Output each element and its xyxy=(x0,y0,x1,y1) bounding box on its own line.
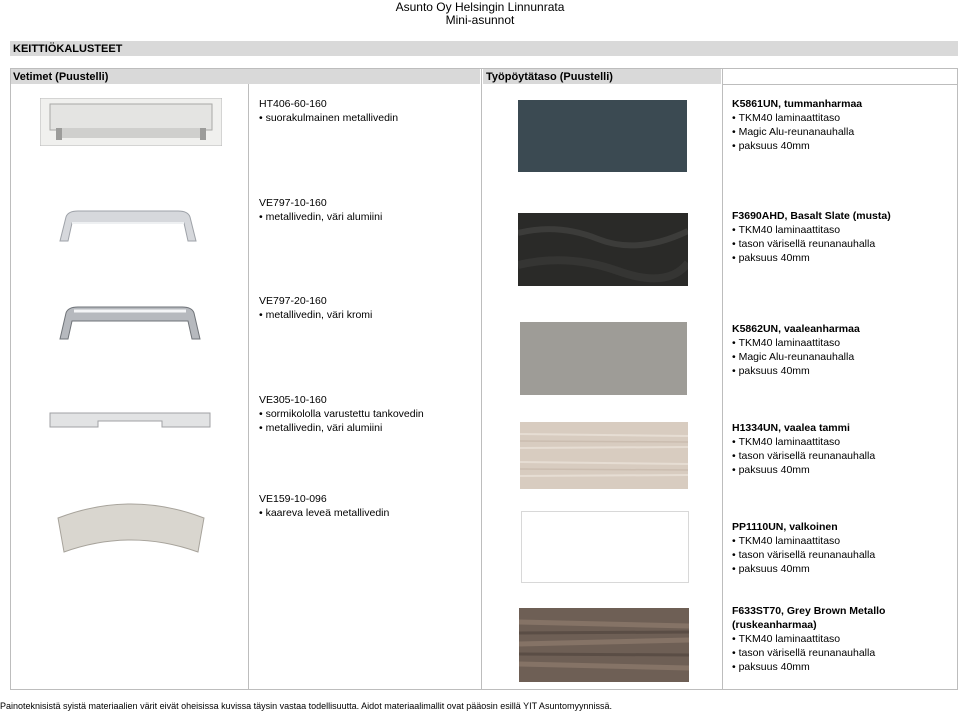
worktop-desc: • Magic Alu-reunanauhalla xyxy=(732,125,862,139)
worktop-swatch-k5861un xyxy=(518,100,687,172)
worktop-item xyxy=(732,322,860,378)
table-border-bottom xyxy=(10,689,958,690)
handle-image-ve797-20 xyxy=(38,295,222,352)
worktop-swatch-f633st70 xyxy=(519,608,689,682)
worktop-swatch-h1334un xyxy=(520,422,688,489)
worktop-desc: • tason värisellä reunanauhalla xyxy=(732,449,875,463)
worktop-desc: • TKM40 laminaattitaso xyxy=(732,632,885,646)
worktop-item xyxy=(732,604,885,674)
worktop-desc: • paksuus 40mm xyxy=(732,463,875,477)
footer-disclaimer: Painoteknisistä syistä materiaalien värit eivät oheisissa kuvissa täysin vastaa todellisuutta. Aidot materiaalimallit ovat pääosin esillä YIT Asuntomyynnissä. xyxy=(0,701,612,711)
handle-code: VE797-20-160 xyxy=(259,295,327,307)
handle-code: VE159-10-096 xyxy=(259,493,327,505)
table-divider xyxy=(481,69,482,689)
handle-image-ht406 xyxy=(40,98,222,146)
worktop-desc: • paksuus 40mm xyxy=(732,251,891,265)
table-border-right xyxy=(957,69,958,689)
table-border-left xyxy=(10,69,11,689)
column-header-handles: Vetimet (Puustelli) xyxy=(10,69,480,84)
handle-desc: • metallivedin, väri kromi xyxy=(259,308,372,322)
worktop-title-line2: (ruskeanharmaa) xyxy=(732,619,817,631)
worktop-title: F633ST70, Grey Brown Metallo xyxy=(732,605,886,617)
column-header-worktops: Työpöytätaso (Puustelli) xyxy=(483,69,721,84)
worktop-item xyxy=(732,209,891,265)
worktop-item xyxy=(732,520,875,576)
worktop-item xyxy=(732,97,862,153)
worktop-title: F3690AHD, Basalt Slate (musta) xyxy=(732,210,891,222)
worktop-desc: • paksuus 40mm xyxy=(732,660,885,674)
worktop-desc: • tason värisellä reunanauhalla xyxy=(732,646,885,660)
worktop-title: PP1110UN, valkoinen xyxy=(732,521,838,533)
worktop-desc: • paksuus 40mm xyxy=(732,364,860,378)
worktop-desc: • TKM40 laminaattitaso xyxy=(732,336,860,350)
worktop-desc: • Magic Alu-reunanauhalla xyxy=(732,350,860,364)
handle-desc: • kaareva leveä metallivedin xyxy=(259,506,389,520)
worktop-swatch-k5862un xyxy=(520,322,687,395)
worktop-desc: • TKM40 laminaattitaso xyxy=(732,534,875,548)
handle-image-ve797-10 xyxy=(38,197,218,251)
table-divider xyxy=(722,84,958,85)
handle-desc: • sormikololla varustettu tankovedin xyxy=(259,407,424,421)
handle-item xyxy=(259,393,424,435)
handle-item xyxy=(259,492,389,520)
handle-item xyxy=(259,196,382,224)
handle-desc: • suorakulmainen metallivedin xyxy=(259,111,398,125)
worktop-desc: • paksuus 40mm xyxy=(732,562,875,576)
worktop-desc: • TKM40 laminaattitaso xyxy=(732,223,891,237)
worktop-title: H1334UN, vaalea tammi xyxy=(732,422,850,434)
handle-code: VE797-10-160 xyxy=(259,197,327,209)
worktop-title: K5862UN, vaaleanharmaa xyxy=(732,323,860,335)
table-divider xyxy=(248,84,249,689)
handle-image-ve159 xyxy=(44,494,218,560)
worktop-item xyxy=(732,421,875,477)
handle-item xyxy=(259,97,398,125)
handle-desc: • metallivedin, väri alumiini xyxy=(259,210,382,224)
project-subtitle: Mini-asunnot xyxy=(445,13,515,27)
worktop-swatch-pp1110un xyxy=(521,511,689,583)
table-divider xyxy=(722,69,723,689)
worktop-title: K5861UN, tummanharmaa xyxy=(732,98,863,110)
table-border-top xyxy=(10,68,958,69)
section-title: KEITTIÖKALUSTEET xyxy=(10,41,958,56)
worktop-desc: • TKM40 laminaattitaso xyxy=(732,435,875,449)
worktop-desc: • paksuus 40mm xyxy=(732,139,862,153)
handle-image-ve305 xyxy=(30,397,230,439)
handle-code: VE305-10-160 xyxy=(259,394,327,406)
handle-code: HT406-60-160 xyxy=(259,98,327,110)
handle-item xyxy=(259,294,372,322)
handle-desc: • metallivedin, väri alumiini xyxy=(259,421,424,435)
worktop-desc: • tason värisellä reunanauhalla xyxy=(732,548,875,562)
project-title: Asunto Oy Helsingin Linnunrata xyxy=(395,0,565,14)
worktop-desc: • TKM40 laminaattitaso xyxy=(732,111,862,125)
worktop-desc: • tason värisellä reunanauhalla xyxy=(732,237,891,251)
worktop-swatch-f3690ahd xyxy=(518,213,688,286)
